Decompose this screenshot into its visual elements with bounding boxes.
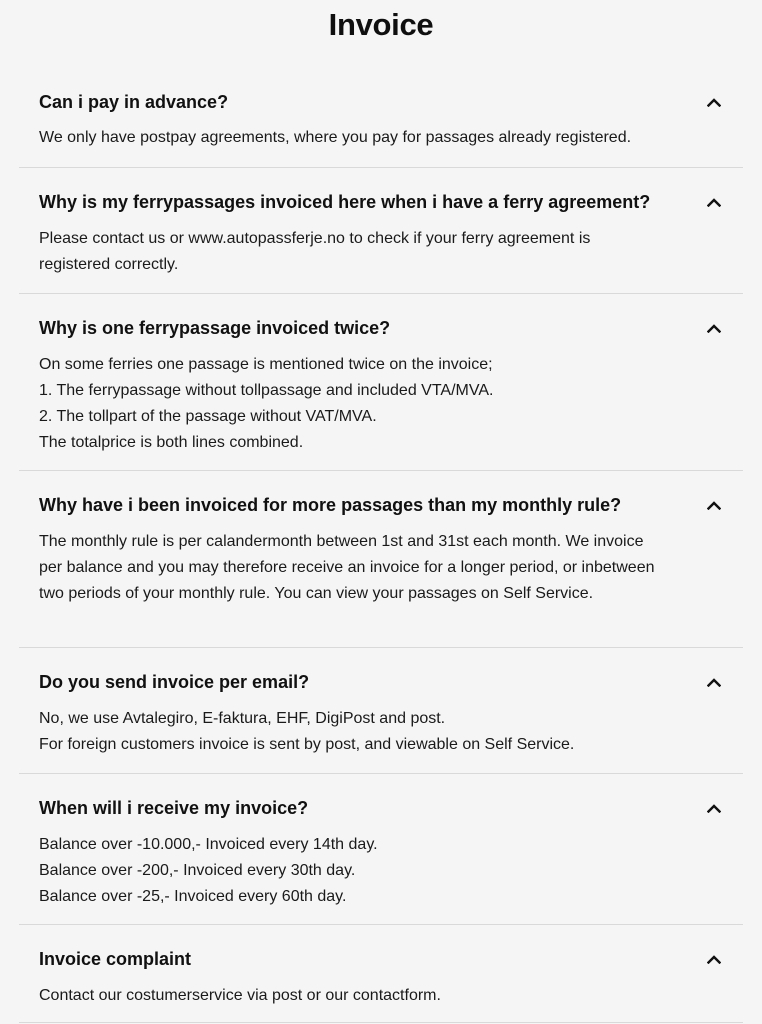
faq-list bbox=[19, 67, 743, 1023]
faq-answer-line: The monthly rule is per calandermonth between 1st and 31st each month. We invoice bbox=[39, 533, 644, 550]
faq-answer-line: 2. The tollpart of the passage without VAT/MVA. bbox=[39, 408, 377, 425]
chevron-up-icon[interactable] bbox=[705, 193, 723, 211]
faq-answer bbox=[19, 706, 743, 758]
faq-question: When will i receive my invoice? bbox=[39, 798, 309, 818]
faq-answer bbox=[19, 226, 743, 278]
faq-answer-line: Balance over -25,- Invoiced every 60th day. bbox=[39, 888, 347, 905]
chevron-up-icon[interactable] bbox=[705, 799, 723, 817]
faq-item bbox=[19, 925, 743, 1023]
faq-answer-line: The totalprice is both lines combined. bbox=[39, 434, 304, 451]
faq-answer bbox=[19, 352, 743, 456]
faq-question: Can i pay in advance? bbox=[39, 92, 229, 112]
faq-answer-line: registered correctly. bbox=[39, 256, 179, 273]
faq-answer-line: We only have postpay agreements, where you pay for passages already registered. bbox=[39, 129, 632, 146]
faq-answer-line: Balance over -200,- Invoiced every 30th day. bbox=[39, 862, 356, 879]
faq-question: Why is one ferrypassage invoiced twice? bbox=[39, 318, 391, 338]
faq-answer-line: Contact our costumerservice via post or our contactform. bbox=[39, 987, 441, 1004]
faq-item bbox=[19, 471, 743, 648]
chevron-up-icon[interactable] bbox=[705, 93, 723, 111]
faq-question: Why have i been invoiced for more passages than my monthly rule? bbox=[39, 495, 622, 515]
faq-answer-line: For foreign customers invoice is sent by post, and viewable on Self Service. bbox=[39, 736, 575, 753]
faq-answer bbox=[19, 832, 743, 910]
faq-answer-line: two periods of your monthly rule. You can view your passages on Self Service. bbox=[39, 585, 594, 602]
faq-item bbox=[19, 294, 743, 471]
faq-question: Invoice complaint bbox=[39, 949, 192, 969]
faq-question: Do you send invoice per email? bbox=[39, 672, 310, 692]
faq-answer-line: On some ferries one passage is mentioned twice on the invoice; bbox=[39, 356, 493, 373]
faq-item bbox=[19, 67, 743, 168]
chevron-up-icon[interactable] bbox=[705, 673, 723, 691]
faq-answer bbox=[19, 125, 743, 151]
faq-answer-line: 1. The ferrypassage without tollpassage and included VTA/MVA. bbox=[39, 382, 494, 399]
faq-answer bbox=[19, 983, 743, 1009]
chevron-up-icon[interactable] bbox=[705, 496, 723, 514]
faq-answer-line: Balance over -10.000,- Invoiced every 14th day. bbox=[39, 836, 378, 853]
faq-item bbox=[19, 648, 743, 774]
faq-answer-line: Please contact us or www.autopassferje.no to check if your ferry agreement is bbox=[39, 230, 591, 247]
faq-answer bbox=[19, 529, 743, 607]
chevron-up-icon[interactable] bbox=[705, 950, 723, 968]
faq-question: Why is my ferrypassages invoiced here when i have a ferry agreement? bbox=[39, 192, 651, 212]
faq-item bbox=[19, 774, 743, 925]
faq-answer-line: per balance and you may therefore receive an invoice for a longer period, or inbetween bbox=[39, 559, 655, 576]
page-title: Invoice bbox=[328, 7, 434, 42]
chevron-up-icon[interactable] bbox=[705, 319, 723, 337]
faq-answer-line: No, we use Avtalegiro, E-faktura, EHF, DigiPost and post. bbox=[39, 710, 446, 727]
faq-item bbox=[19, 168, 743, 294]
